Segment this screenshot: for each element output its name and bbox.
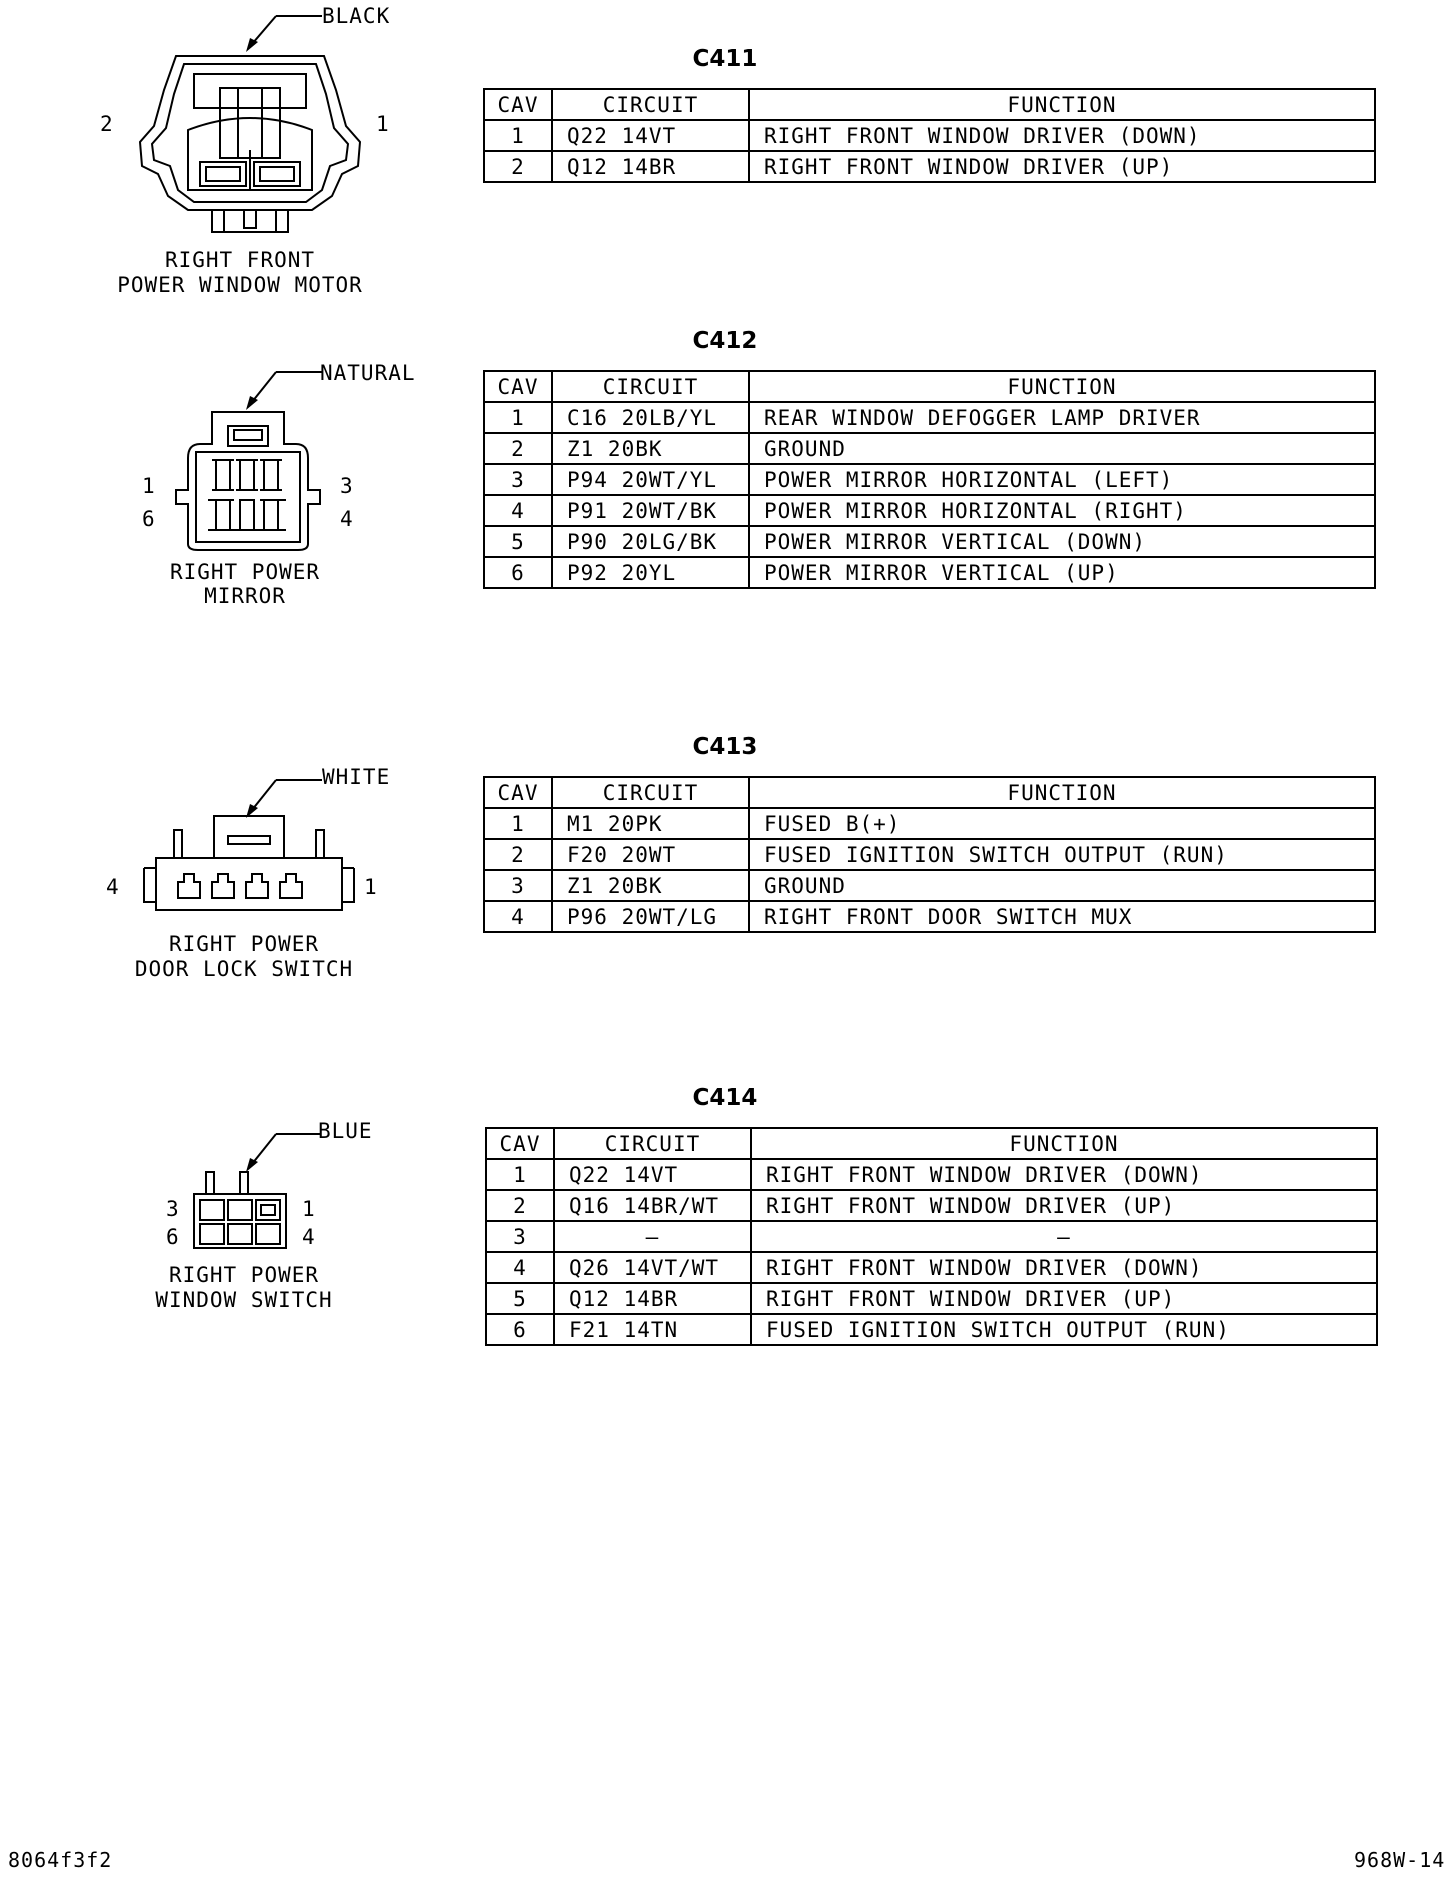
table-row bbox=[486, 1221, 1377, 1252]
c413-pin-right: 1 bbox=[364, 875, 377, 899]
c414-name-line-2: WINDOW SWITCH bbox=[155, 1288, 333, 1312]
cav-cell: 5 bbox=[484, 526, 552, 557]
c413-name-line-2: DOOR LOCK SWITCH bbox=[134, 957, 354, 981]
c413-pin-left: 4 bbox=[106, 875, 119, 899]
table-row bbox=[484, 557, 1375, 588]
function-cell: – bbox=[751, 1221, 1377, 1252]
circuit-cell: P94 20WT/YL bbox=[552, 464, 749, 495]
table-row bbox=[484, 464, 1375, 495]
circuit-header: CIRCUIT bbox=[554, 1128, 751, 1159]
c412-color-label: NATURAL bbox=[320, 361, 416, 385]
circuit-cell: Q26 14VT/WT bbox=[554, 1252, 751, 1283]
cav-cell: 3 bbox=[486, 1221, 554, 1252]
c411-name-line-2: POWER WINDOW MOTOR bbox=[117, 273, 363, 297]
c413-connector-drawing bbox=[140, 810, 358, 916]
c412-pin-top-right: 3 bbox=[340, 474, 353, 498]
function-cell: FUSED IGNITION SWITCH OUTPUT (RUN) bbox=[749, 839, 1375, 870]
cav-header: CAV bbox=[484, 777, 552, 808]
cav-cell: 6 bbox=[484, 557, 552, 588]
function-cell: RIGHT FRONT WINDOW DRIVER (UP) bbox=[751, 1190, 1377, 1221]
table-row bbox=[484, 495, 1375, 526]
table-row bbox=[486, 1190, 1377, 1221]
c413-table bbox=[483, 776, 1376, 933]
c412-name-line-1: RIGHT POWER bbox=[169, 560, 321, 584]
table-header-row bbox=[484, 89, 1375, 120]
c412-color-leader bbox=[240, 362, 330, 412]
footer-figure-code: 968W-14 bbox=[1354, 1848, 1446, 1872]
c411-color-leader bbox=[240, 8, 330, 53]
table-row bbox=[484, 808, 1375, 839]
cav-cell: 1 bbox=[484, 402, 552, 433]
cav-cell: 1 bbox=[486, 1159, 554, 1190]
c414-name-line-1: RIGHT POWER bbox=[168, 1263, 320, 1287]
function-cell: RIGHT FRONT WINDOW DRIVER (UP) bbox=[751, 1283, 1377, 1314]
function-cell: POWER MIRROR HORIZONTAL (LEFT) bbox=[749, 464, 1375, 495]
circuit-cell: P91 20WT/BK bbox=[552, 495, 749, 526]
table-header-row bbox=[486, 1128, 1377, 1159]
circuit-header: CIRCUIT bbox=[552, 371, 749, 402]
c413-title: C413 bbox=[692, 734, 758, 760]
function-cell: REAR WINDOW DEFOGGER LAMP DRIVER bbox=[749, 402, 1375, 433]
cav-header: CAV bbox=[484, 89, 552, 120]
c412-connector-drawing bbox=[172, 408, 324, 558]
circuit-cell: Q22 14VT bbox=[554, 1159, 751, 1190]
c414-color-label: BLUE bbox=[318, 1119, 373, 1143]
c412-table bbox=[483, 370, 1376, 589]
function-cell: RIGHT FRONT WINDOW DRIVER (DOWN) bbox=[749, 120, 1375, 151]
table-row bbox=[484, 433, 1375, 464]
c413-name-line-1: RIGHT POWER bbox=[168, 932, 320, 956]
circuit-cell: P96 20WT/LG bbox=[552, 901, 749, 932]
function-header: FUNCTION bbox=[751, 1128, 1377, 1159]
function-cell: GROUND bbox=[749, 433, 1375, 464]
c414-pin-top-right: 1 bbox=[302, 1197, 315, 1221]
function-cell: POWER MIRROR VERTICAL (UP) bbox=[749, 557, 1375, 588]
cav-header: CAV bbox=[486, 1128, 554, 1159]
cav-cell: 3 bbox=[484, 870, 552, 901]
c411-color-label: BLACK bbox=[322, 4, 391, 28]
table-row bbox=[486, 1314, 1377, 1345]
table-header-row bbox=[484, 371, 1375, 402]
c411-pin-left: 2 bbox=[100, 112, 113, 136]
table-row bbox=[486, 1283, 1377, 1314]
function-cell: FUSED B(+) bbox=[749, 808, 1375, 839]
circuit-header: CIRCUIT bbox=[552, 777, 749, 808]
function-header: FUNCTION bbox=[749, 371, 1375, 402]
cav-cell: 1 bbox=[484, 808, 552, 839]
cav-cell: 3 bbox=[484, 464, 552, 495]
c411-name-line-1: RIGHT FRONT bbox=[164, 248, 316, 272]
circuit-header: CIRCUIT bbox=[552, 89, 749, 120]
c412-name-line-2: MIRROR bbox=[204, 584, 286, 608]
table-row bbox=[484, 839, 1375, 870]
c414-pin-bottom-right: 4 bbox=[302, 1225, 315, 1249]
circuit-cell: Q22 14VT bbox=[552, 120, 749, 151]
table-row bbox=[484, 526, 1375, 557]
table-row bbox=[486, 1252, 1377, 1283]
circuit-cell: Z1 20BK bbox=[552, 433, 749, 464]
function-cell: POWER MIRROR HORIZONTAL (RIGHT) bbox=[749, 495, 1375, 526]
function-cell: RIGHT FRONT WINDOW DRIVER (DOWN) bbox=[751, 1252, 1377, 1283]
function-cell: RIGHT FRONT WINDOW DRIVER (DOWN) bbox=[751, 1159, 1377, 1190]
circuit-cell: P92 20YL bbox=[552, 557, 749, 588]
c414-table bbox=[485, 1127, 1378, 1346]
table-row bbox=[484, 870, 1375, 901]
c414-connector-drawing bbox=[186, 1164, 294, 1254]
cav-cell: 2 bbox=[484, 839, 552, 870]
table-row bbox=[484, 901, 1375, 932]
c414-pin-top-left: 3 bbox=[166, 1197, 179, 1221]
function-header: FUNCTION bbox=[749, 777, 1375, 808]
cav-cell: 2 bbox=[484, 433, 552, 464]
cav-cell: 2 bbox=[484, 151, 552, 182]
cav-header: CAV bbox=[484, 371, 552, 402]
table-row bbox=[484, 402, 1375, 433]
c411-pin-right: 1 bbox=[376, 112, 389, 136]
function-cell: RIGHT FRONT DOOR SWITCH MUX bbox=[749, 901, 1375, 932]
c413-color-label: WHITE bbox=[322, 765, 391, 789]
function-header: FUNCTION bbox=[749, 89, 1375, 120]
c414-pin-bottom-left: 6 bbox=[166, 1225, 179, 1249]
circuit-cell: P90 20LG/BK bbox=[552, 526, 749, 557]
cav-cell: 5 bbox=[486, 1283, 554, 1314]
circuit-cell: Q12 14BR bbox=[554, 1283, 751, 1314]
circuit-cell: M1 20PK bbox=[552, 808, 749, 839]
cav-cell: 4 bbox=[484, 495, 552, 526]
c412-pin-bottom-right: 4 bbox=[340, 507, 353, 531]
footer-image-id: 8064f3f2 bbox=[8, 1848, 113, 1872]
circuit-cell: Q12 14BR bbox=[552, 151, 749, 182]
c414-title: C414 bbox=[692, 1085, 758, 1111]
c411-table bbox=[483, 88, 1376, 183]
circuit-cell: Q16 14BR/WT bbox=[554, 1190, 751, 1221]
function-cell: GROUND bbox=[749, 870, 1375, 901]
circuit-cell: F20 20WT bbox=[552, 839, 749, 870]
table-row bbox=[484, 151, 1375, 182]
table-header-row bbox=[484, 777, 1375, 808]
c412-title: C412 bbox=[692, 328, 758, 354]
function-cell: RIGHT FRONT WINDOW DRIVER (UP) bbox=[749, 151, 1375, 182]
table-row bbox=[484, 120, 1375, 151]
circuit-cell: Z1 20BK bbox=[552, 870, 749, 901]
circuit-cell: – bbox=[554, 1221, 751, 1252]
cav-cell: 1 bbox=[484, 120, 552, 151]
c412-pin-top-left: 1 bbox=[142, 474, 155, 498]
cav-cell: 4 bbox=[486, 1252, 554, 1283]
table-row bbox=[486, 1159, 1377, 1190]
function-cell: FUSED IGNITION SWITCH OUTPUT (RUN) bbox=[751, 1314, 1377, 1345]
c412-pin-bottom-left: 6 bbox=[142, 507, 155, 531]
cav-cell: 2 bbox=[486, 1190, 554, 1221]
cav-cell: 4 bbox=[484, 901, 552, 932]
c411-connector-drawing bbox=[136, 50, 364, 240]
cav-cell: 6 bbox=[486, 1314, 554, 1345]
circuit-cell: C16 20LB/YL bbox=[552, 402, 749, 433]
c411-title: C411 bbox=[692, 46, 758, 72]
circuit-cell: F21 14TN bbox=[554, 1314, 751, 1345]
function-cell: POWER MIRROR VERTICAL (DOWN) bbox=[749, 526, 1375, 557]
